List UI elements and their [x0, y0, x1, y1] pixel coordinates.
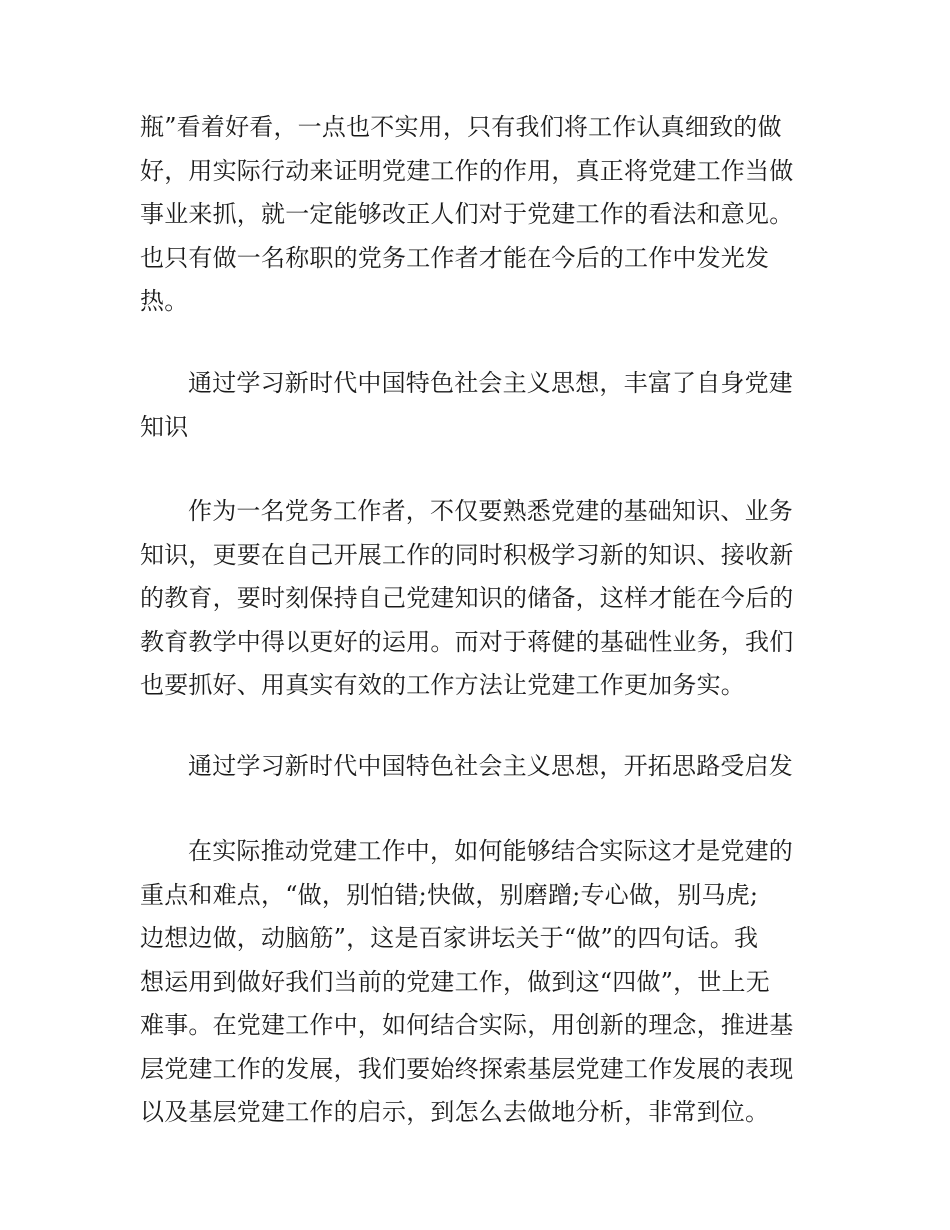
text-line: 知识，更要在自己开展工作的同时积极学习新的知识、接收新 [140, 540, 794, 569]
text-line: 教育教学中得以更好的运用。而对于蒋健的基础性业务，我们 [140, 627, 794, 656]
section-heading-inspiration [140, 745, 812, 789]
paragraph-continuation [140, 106, 812, 324]
text-line: 热。 [140, 287, 189, 315]
text-line: 也只有做一名称职的党务工作者才能在今后的工作中发光发 [140, 243, 770, 272]
text-line: 重点和难点，“做，别怕错;快做，别磨蹭;专心做，别马虎; [140, 880, 759, 909]
text-line: 的教育，要时刻保持自己党建知识的储备，这样才能在今后的 [140, 584, 794, 612]
section-heading-knowledge [140, 362, 812, 449]
text-line: 瓶”看着好看，一点也不实用，只有我们将工作认真细致的做 [140, 113, 782, 141]
text-line: 边想边做，动脑筋”，这是百家讲坛关于“做”的四句话。我 [140, 924, 759, 952]
text-line: 通过学习新时代中国特色社会主义思想，丰富了自身党建 [188, 369, 793, 397]
text-line: 在实际推动党建工作中，如何能够结合实际这才是党建的 [188, 837, 793, 865]
text-line: 事业来抓，就一定能够改正人们对于党建工作的看法和意见。 [140, 200, 794, 228]
paragraph-practice [140, 830, 812, 1135]
text-line: 以及基层党建工作的启示，到怎么去做地分析，非常到位。 [140, 1098, 770, 1126]
text-line: 作为一名党务工作者，不仅要熟悉党建的基础知识、业务 [188, 497, 793, 525]
text-line: 知识 [140, 412, 189, 441]
text-line: 也要抓好、用真实有效的工作方法让党建工作更加务实。 [140, 671, 745, 699]
text-line: 好，用实际行动来证明党建工作的作用，真正将党建工作当做 [140, 156, 794, 185]
text-line: 难事。在党建工作中，如何结合实际，用创新的理念，推进基 [140, 1011, 794, 1039]
text-line: 层党建工作的发展，我们要始终探索基层党建工作发展的表现 [140, 1054, 794, 1083]
text-line: 想运用到做好我们当前的党建工作，做到这“四做”，世上无 [140, 967, 770, 996]
paragraph-party-worker [140, 490, 812, 708]
text-line: 通过学习新时代中国特色社会主义思想，开拓思路受启发 [188, 752, 793, 780]
